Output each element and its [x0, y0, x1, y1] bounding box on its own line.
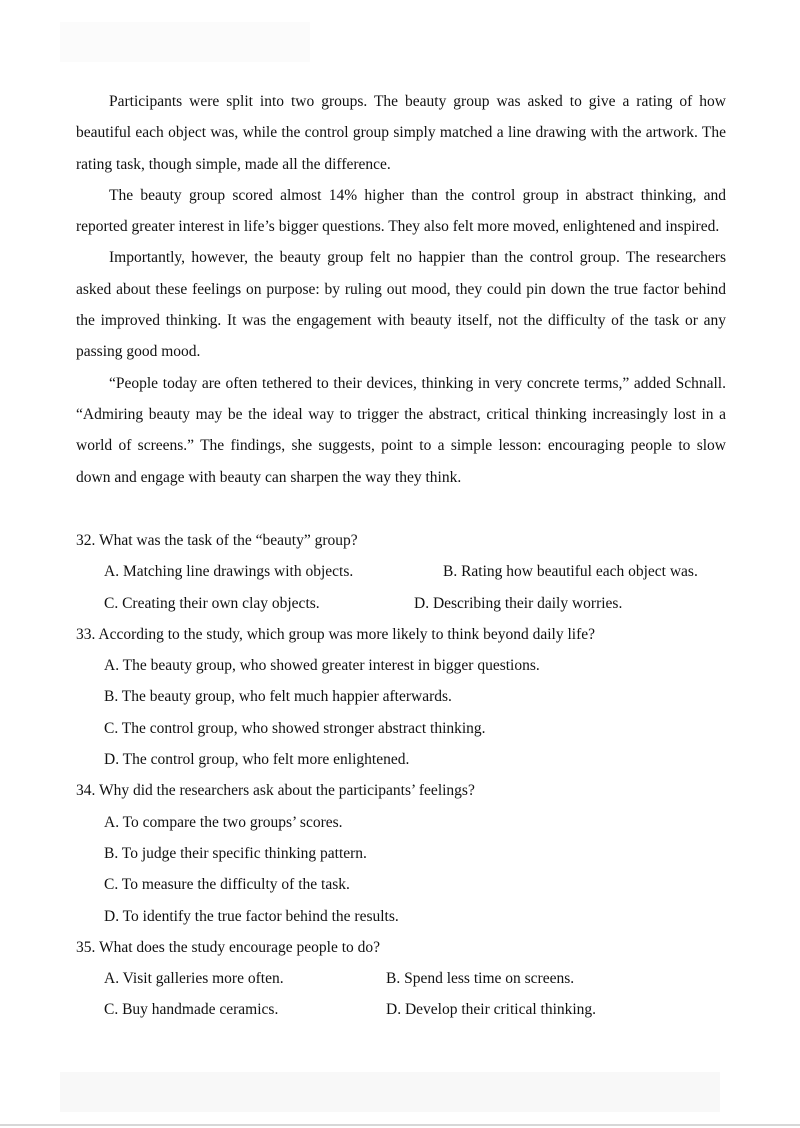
option-b[interactable]: B. The beauty group, who felt much happier afterwards.	[104, 688, 452, 706]
question-stem: 35. What does the study encourage people to do?	[76, 938, 381, 956]
option-c[interactable]: C. The control group, who showed stronger abstract thinking.	[104, 719, 486, 737]
option-c[interactable]: C. Creating their own clay objects.	[104, 594, 320, 612]
option-c[interactable]: C. Buy handmade ceramics.	[104, 1001, 279, 1019]
option-b[interactable]: B. Rating how beautiful each object was.	[443, 563, 698, 581]
option-row	[76, 963, 726, 994]
question-34	[76, 775, 726, 931]
option-d[interactable]: D. The control group, who felt more enlightened.	[104, 751, 410, 769]
question-35	[76, 932, 726, 1026]
question-stem: 33. According to the study, which group was more likely to think beyond daily life?	[76, 625, 596, 643]
page-bottom-edge	[0, 1124, 800, 1126]
option-a[interactable]: A. To compare the two groups’ scores.	[104, 813, 343, 831]
passage-paragraph-3: Importantly, however, the beauty group felt no happier than the control group. The researchers asked about these feelings on purpose: by ruling out mood, they could pin down the true factor behind the improved thinking. It was the engagement with beauty itself, not the difficulty of the task or any passing good mood.	[76, 249, 726, 361]
option-d[interactable]: D. Develop their critical thinking.	[386, 1001, 597, 1019]
option-b[interactable]: B. To judge their specific thinking pattern.	[104, 844, 367, 862]
option-row	[76, 994, 726, 1025]
option-d[interactable]: D. To identify the true factor behind the results.	[104, 907, 399, 925]
question-33	[76, 619, 726, 775]
option-d[interactable]: D. Describing their daily worries.	[414, 594, 623, 612]
option-b[interactable]: B. Spend less time on screens.	[386, 970, 575, 988]
question-list	[76, 525, 726, 1026]
question-stem: 32. What was the task of the “beauty” group?	[76, 532, 358, 549]
passage-paragraph-2: The beauty group scored almost 14% higher than the control group in abstract thinking, and reported greater interest in life’s bigger questions. They also felt more moved, enlightened and inspired.	[76, 186, 726, 236]
reading-passage	[76, 86, 726, 493]
question-32	[76, 525, 726, 619]
option-row	[76, 556, 726, 587]
scan-smudge-top	[60, 22, 310, 62]
scan-smudge-bottom	[60, 1072, 720, 1112]
question-stem: 34. Why did the researchers ask about the participants’ feelings?	[76, 782, 475, 800]
option-a[interactable]: A. The beauty group, who showed greater interest in bigger questions.	[104, 657, 540, 675]
option-a[interactable]: A. Visit galleries more often.	[104, 970, 284, 988]
passage-paragraph-4: “People today are often tethered to their devices, thinking in very concrete terms,” added Schnall. “Admiring beauty may be the ideal way to trigger the abstract, critical thinking increasingly lost in a world of screens.” The findings, she suggests, point to a simple lesson: encouraging people to slow down and engage with beauty can sharpen the way they think.	[76, 374, 726, 486]
option-a[interactable]: A. Matching line drawings with objects.	[104, 563, 354, 581]
option-c[interactable]: C. To measure the difficulty of the task.	[104, 876, 350, 894]
option-row	[76, 588, 726, 619]
passage-paragraph-1: Participants were split into two groups. The beauty group was asked to give a rating of how beautiful each object was, while the control group simply matched a line drawing with the artwork. The rating task, though simple, made all the difference.	[76, 93, 726, 173]
